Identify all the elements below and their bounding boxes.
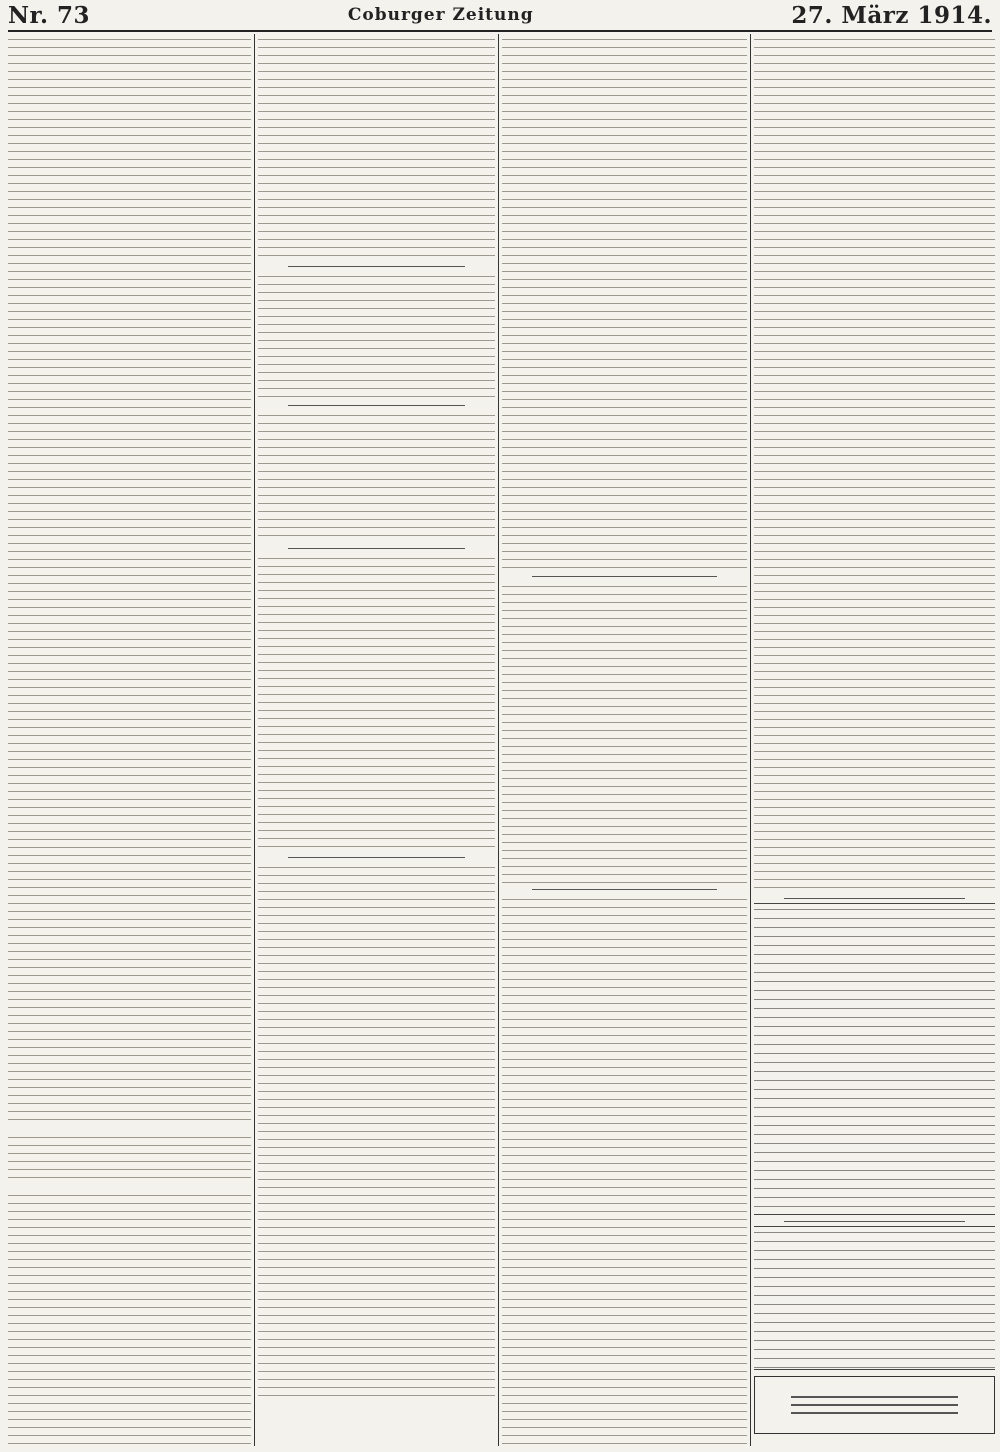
text-placeholder [258,271,495,399]
article-block [8,1132,251,1184]
section-rule [532,889,717,890]
advertisement [754,1376,995,1434]
article-block [754,34,995,892]
article-block [754,1221,995,1370]
article-block [258,266,495,399]
text-placeholder [258,410,495,542]
column-1 [8,34,251,1446]
section-rule [288,857,465,858]
article-block [502,34,747,570]
table-placeholder [754,1226,995,1370]
column-divider [750,34,751,1446]
column-grid [8,34,992,1446]
column-4 [754,34,995,1446]
newspaper-title: Coburger Zeitung [347,5,534,25]
article-block [258,34,495,260]
column-divider [498,34,499,1446]
text-placeholder [502,894,747,1446]
issue-number: Nr. 73 [8,1,91,29]
article-block [258,548,495,851]
article-block [8,1190,251,1446]
column-2 [258,34,495,1446]
advertisement-text-placeholder [791,1390,958,1420]
text-placeholder [754,34,995,892]
article-block [502,889,747,1446]
section-rule [784,1221,965,1222]
masthead [8,0,992,32]
column-3 [502,34,747,1446]
section-rule [784,898,965,899]
article-block [754,898,995,1215]
section-rule [288,405,465,406]
section-rule [532,576,717,577]
column-divider [254,34,255,1446]
table-placeholder [754,903,995,1215]
section-rule [288,548,465,549]
article-block [8,34,251,1126]
text-placeholder [8,34,251,1126]
text-placeholder [258,34,495,260]
text-placeholder [258,553,495,851]
article-block [502,576,747,883]
issue-date: 27. März 1914. [791,1,992,29]
text-placeholder [502,581,747,883]
text-placeholder [502,34,747,570]
article-block [258,857,495,1402]
text-placeholder [8,1132,251,1184]
text-placeholder [258,862,495,1402]
section-rule [288,266,465,267]
article-block [258,405,495,542]
article-block [754,1376,995,1434]
text-placeholder [8,1190,251,1446]
